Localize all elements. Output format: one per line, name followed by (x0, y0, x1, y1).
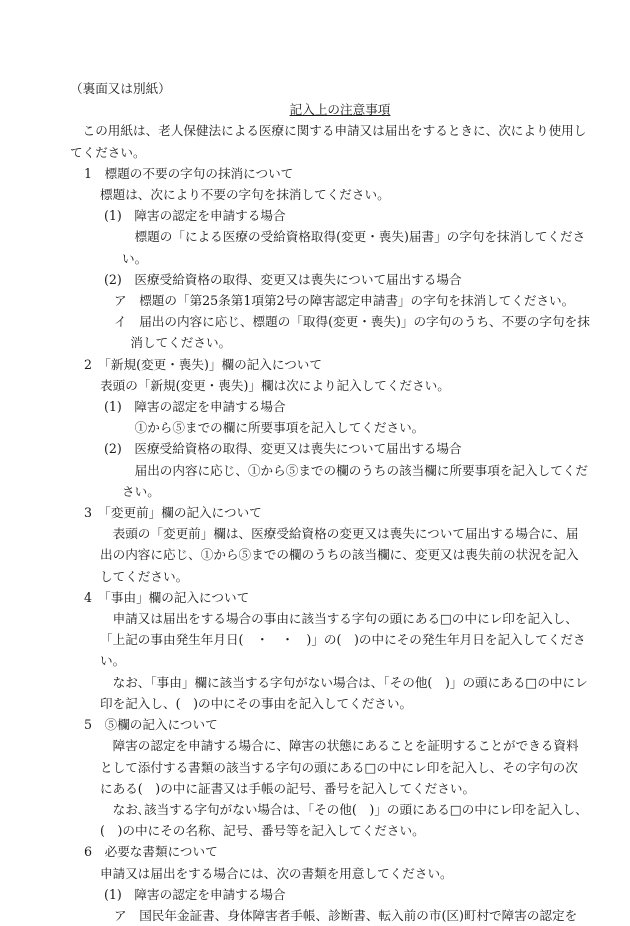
section-1-lead: 標題は、次により不要の字句を抹消してください。 (100, 187, 390, 203)
intro-paragraph: この用紙は、老人保健法による医療に関する申請又は届出をするときに、次により使用してください。 (70, 123, 587, 160)
section-1-sub2-heading: (2) 医療受給資格の取得、変更又は喪失について届出する場合 (104, 271, 462, 287)
section-4-text-1: 申請又は届出をする場合の事由に該当する字句の頭にある□の中にレ印を記入し、「上記の事由発生年月日( ・ ・ )」の( )の中にその発生年月日を記入してください。 (100, 611, 586, 669)
section-2-sub1-heading: (1) 障害の認定を申請する場合 (104, 399, 286, 415)
section-5-heading: 5 ⑤欄の記入について (84, 717, 218, 733)
section-2-sub2-heading: (2) 医療受給資格の取得、変更又は喪失について届出する場合 (104, 441, 462, 457)
section-2-heading: 2 「新規(変更・喪失)」欄の記入について (84, 356, 322, 372)
section-4-text-2: なお、「事由」欄に該当する字句がない場合は、「その他( )」の頭にある□の中にレ印を記入し、( )の中にその事由を記入してください。 (100, 674, 588, 711)
section-2-lead: 表頭の「新規(変更・喪失)」欄は次により記入してください。 (100, 377, 450, 393)
section-1-heading: 1 標題の不要の字句の抹消について (84, 165, 294, 181)
section-1-sub2-item-i: イ 届出の内容に応じ、標題の「取得(変更・喪失)」の字句のうち、不要の字句を抹消してください。 (114, 314, 590, 351)
section-5-text-2: なお､該当する字句がない場合は、「その他( )」の頭にある□の中にレ印を記入し、( )の中にその名称、記号、番号等を記入してください。 (100, 801, 588, 839)
section-5-text-1: 障害の認定を申請する場合に、障害の状態にあることを証明することができる資料として添付する書類の該当する字句の頭にある□の中にレ印を記入し、その字句の次にある( )の中に証書又は手帳の記号、番号を記入してください。 (100, 738, 579, 796)
section-1-sub1-heading: (1) 障害の認定を申請する場合 (104, 208, 286, 224)
section-3-heading: 3 「変更前」欄の記入について (84, 505, 262, 521)
section-4-heading: 4 「事由」欄の記入について (84, 589, 250, 605)
page-title: 記入上の注意事項 (289, 102, 391, 118)
section-1-sub2-item-a: ア 標題の「第25条第1項第2号の障害認定申請書」の字句を抹消してください。 (114, 293, 575, 309)
section-2-sub2-text: 届出の内容に応じ、①から⑤までの欄のうちの該当欄に所要事項を記入してください。 (122, 462, 588, 499)
section-6-sub1-heading: (1) 障害の認定を申請する場合 (104, 886, 286, 902)
section-6-lead: 申請又は届出をする場合には、次の書類を用意してください。 (100, 865, 453, 881)
section-6-heading: 6 必要な書類について (84, 844, 218, 860)
section-6-sub1-item-a: ア 国民年金証書、身体障害者手帳、診断書、転入前の市(区)町村で障害の認定を (114, 907, 578, 923)
section-3-text: 表頭の「変更前」欄は、医療受給資格の変更又は喪失について届出する場合に、届出の内容に応じ、①から⑤までの欄のうちの該当欄に、変更又は喪失前の状況を記入してください。 (100, 526, 579, 584)
section-2-sub1-text: ①から⑤までの欄に所要事項を記入してください。 (134, 420, 425, 436)
header-note: （裏面又は別紙） (70, 81, 171, 96)
section-1-sub1-text: 標題の「による医療の受給資格取得(変更・喪失)届書」の字句を抹消してください。 (122, 229, 586, 266)
